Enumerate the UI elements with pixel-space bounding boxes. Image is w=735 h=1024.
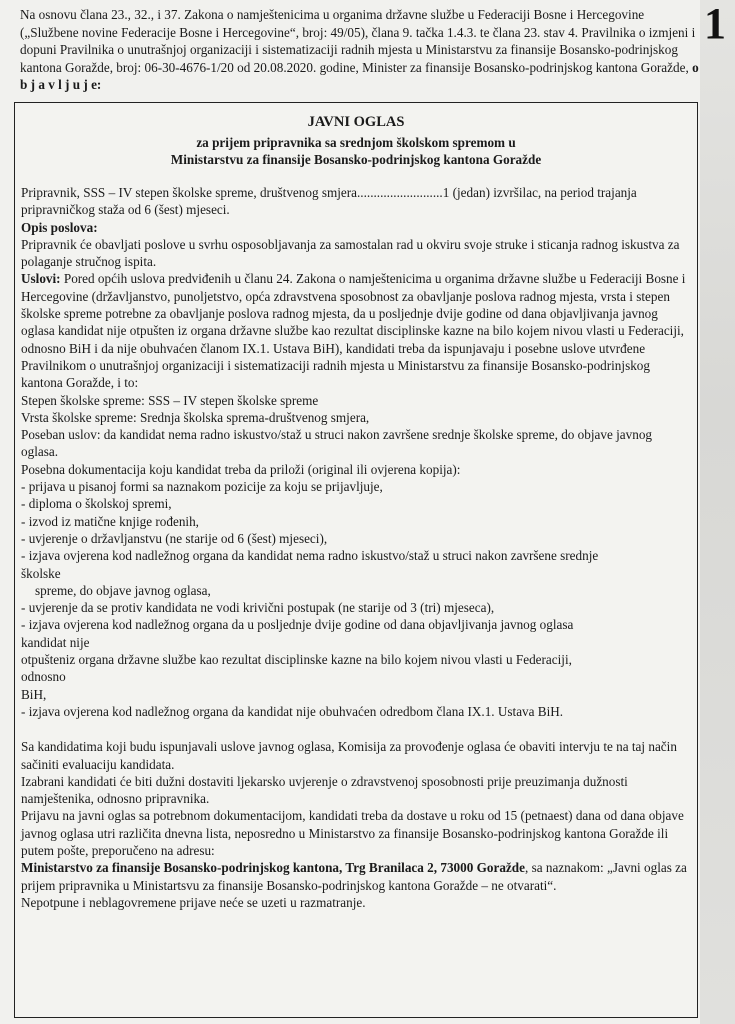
adresa-bold: Ministarstvo za finansije Bosansko-podrinjskog kantona, Trg Branilaca 2, 73000 Goražde xyxy=(21,860,525,876)
uslovi-text: Pored općih uslova predviđenih u članu 24. Zakona o namještenicima u organima državne službe u Federaciji Bosne i Hercegovine (državljanstvo, punoljetstvo, opća zdravstvena sposobnost za obavljanje poslova radnog mjesta, vrsta i stepen školske spreme potrebne za obavljanje poslova radnog mjesta, da u posljednje dvije godine od dana objavljivanja javnog oglasa kandidat nije otpušten iz organa državne službe kao rezultat disciplinske kazne na bilo kojem nivou vlasti u Federaciji, odnosno BiH i da nije obuhvaćen članom IX.1. Ustava BiH), kandidati treba da ispunjavaju i posebne uslove utvrđene Pravilnikom o unutrašnjoj organizaciji i sistematizaciji radnih mjesta u Ministarstvu za finansije Bosansko-podrinjskog kantona Goražde, i to: xyxy=(21,271,686,391)
announcement-box xyxy=(14,102,698,1018)
opis-text: Pripravnik će obavljati poslove u svrhu osposobljavanja za samostalan rad u okviru svoje struke i sticanja radnog iskustva za polaganje stručnog ispita. xyxy=(21,236,680,270)
list-item: BiH, xyxy=(21,686,47,702)
opis-heading: Opis poslova: xyxy=(21,219,98,235)
list-item: - izjava ovjerena kod nadležnog organa da kandidat nije obuhvaćen odredbom člana IX.1. Ustava BiH. xyxy=(21,703,564,719)
announcement-subtitle-line2: Ministarstvu za finansije Bosansko-podrinjskog kantona Goražde xyxy=(170,152,542,167)
prijava-paragraph: Prijavu na javni oglas sa potrebnom dokumentacijom, kandidati treba da dostave u roku od 15 (petnaest) dana od dana objave javnog oglasa utri različita dnevna lista, neposredno u Ministarstvo za finansije Bosansko-podrinjskog kantona Goražde ili putem pošte, preporučeno na adresu: xyxy=(21,808,684,858)
list-item: - izjava ovjerena kod nadležnog organa da kandidat nema radno iskustvo/staž u struci nakon završene srednje xyxy=(21,548,599,564)
intro-paragraph xyxy=(20,6,700,94)
list-item: - izvod iz matične knjige rođenih, xyxy=(21,513,199,529)
list-item: spreme, do objave javnog oglasa, xyxy=(35,582,211,598)
list-item: odnosno xyxy=(21,669,66,685)
adresa-tail: , sa naznakom: „Javni oglas za prijem pripravnika u Ministartsvu za finansije Bosansko-podrinjskog kantona Goražde – ne otvarati“. xyxy=(21,860,687,893)
dokumentacija-heading: Posebna dokumentacija koju kandidat treba da priloži (original ili ovjerena kopija): xyxy=(21,461,461,477)
announcement-title: JAVNI OGLAS xyxy=(307,114,405,130)
adresa-paragraph xyxy=(21,859,691,894)
uslovi-heading: Uslovi: xyxy=(21,271,61,287)
list-item: - uvjerenje o državljanstvu (ne starije od 6 (šest) mjeseci), xyxy=(21,530,328,546)
adjacent-page-number: 1 xyxy=(704,0,726,48)
komisija-paragraph: Sa kandidatima koji budu ispunjavali uslove javnog oglasa, Komisija za provođenje oglasa će obaviti intervju te na taj način sačiniti evaluaciju kandidata. xyxy=(21,739,677,772)
uslovi-paragraph xyxy=(21,270,691,391)
announcement-content xyxy=(21,113,691,911)
list-item: školske xyxy=(21,565,61,581)
stepen-line: Stepen školske spreme: SSS – IV stepen školske spreme xyxy=(21,392,319,408)
position-line: Pripravnik, SSS – IV stepen školske spreme, društvenog smjera..........................1 (jedan) izvršilac, na period trajanja pripravničkog staža od 6 (šest) mjeseci. xyxy=(21,185,637,218)
list-item: kandidat nije xyxy=(21,634,90,650)
announcement-subtitle-line1: za prijem pripravnika sa srednjom školskom spremom u xyxy=(196,135,516,150)
poseban-uslov: Poseban uslov: da kandidat nema radno iskustvo/staž u struci nakon završene srednje školske spreme, do objave javnog oglasa. xyxy=(21,427,653,460)
ljekarsko-paragraph: Izabrani kandidati će biti dužni dostaviti ljekarsko uvjerenje o zdravstvenoj sposobnosti prije preuzimanja dužnosti namještenika, odnosno pripravnika. xyxy=(21,773,628,807)
list-item: - uvjerenje da se protiv kandidata ne vodi krivični postupak (ne starije od 3 (tri) mjeseca), xyxy=(21,600,495,616)
intro-text: Na osnovu člana 23., 32., i 37. Zakona o namještenicima u organima državne službe u Federaciji Bosne i Hercegovine („Službene novine Federacije Bosne i Hercegovine“, broj: 49/05), člana 9. tačka 1.4.3. te člana 23. stav 4. Pravilnika o izmjeni i dopuni Pravilnika o unutrašnjoj organizaciji i sistematizaciji radnih mjesta u Ministarstvu za finansije Bosansko-podrinjskog kantona Goražde, broj: 06-30-4676-1/20 od 20.08.2020. godine, Minister za finansije Bosansko-podrinjskog kantona Goražde, xyxy=(20,7,696,75)
napomena-line: Nepotpune i neblagovremene prijave neće se uzeti u razmatranje. xyxy=(21,894,366,910)
vrsta-line: Vrsta školske spreme: Srednja školska sprema-društvenog smjera, xyxy=(21,409,370,425)
list-item: - diploma o školskoj spremi, xyxy=(21,496,172,512)
list-item: - prijava u pisanoj formi sa naznakom pozicije za koju se prijavljuje, xyxy=(21,479,383,495)
list-item: otpušteniz organa državne službe kao rezultat disciplinske kazne na bilo kojem nivou vlasti u Federaciji, xyxy=(21,652,572,668)
intro-emphasis: o b j a v l j u j e: xyxy=(20,59,699,93)
adjacent-page-bleed xyxy=(700,0,735,1024)
list-item: - izjava ovjerena kod nadležnog organa da u posljednje dvije godine od dana objavljivanja javnog oglasa xyxy=(21,617,574,633)
